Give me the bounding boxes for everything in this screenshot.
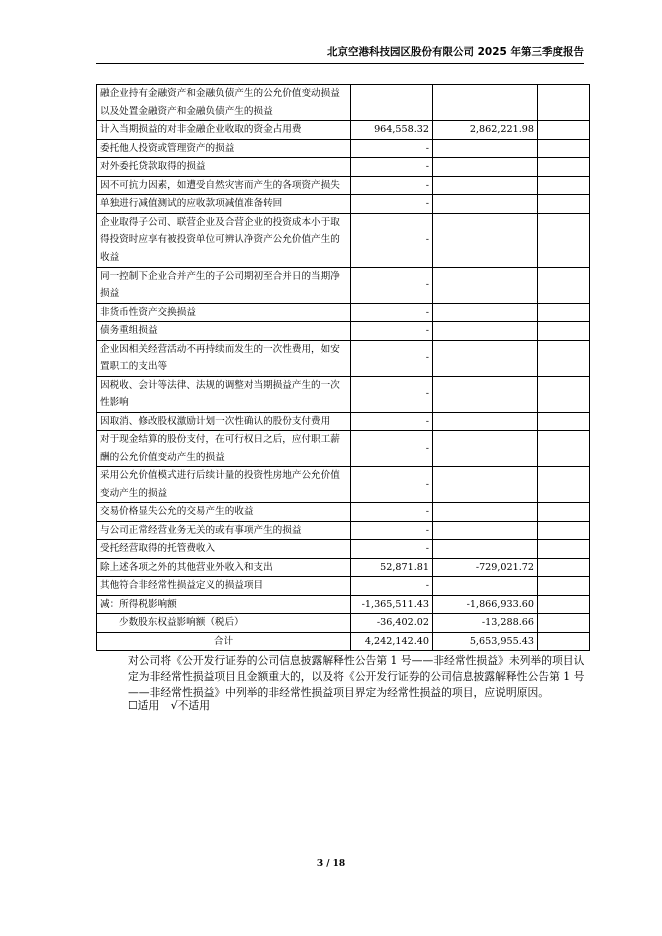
row-label: 少数股东权益影响额（税后） (97, 614, 351, 633)
table-row (97, 467, 590, 503)
row-label: 与公司正常经营业务无关的或有事项产生的损益 (97, 521, 351, 540)
row-value-v1: - (351, 431, 433, 467)
row-label: 因税收、会计等法律、法规的调整对当期损益产生的一次性影响 (97, 376, 351, 412)
row-value-v3 (538, 195, 590, 214)
table-row (97, 412, 590, 431)
row-value-v3 (538, 376, 590, 412)
row-value-v1: - (351, 467, 433, 503)
row-value-v2 (433, 322, 538, 341)
row-label: 其他符合非经常性损益定义的损益项目 (97, 577, 351, 596)
row-value-v2 (433, 376, 538, 412)
row-label: 采用公允价值模式进行后续计量的投资性房地产公允价值变动产生的损益 (97, 467, 351, 503)
row-value-v2 (433, 540, 538, 559)
table-row (97, 158, 590, 177)
row-value-v1: 4,242,142.40 (351, 632, 433, 651)
table-row (97, 521, 590, 540)
row-value-v3 (538, 577, 590, 596)
table-row (97, 213, 590, 267)
row-value-v1: - (351, 340, 433, 376)
row-value-v1: - (351, 158, 433, 177)
row-value-v3 (538, 503, 590, 522)
row-label: 非货币性资产交换损益 (97, 303, 351, 322)
row-value-v1: - (351, 540, 433, 559)
row-value-v1: - (351, 412, 433, 431)
table-body (97, 85, 590, 651)
table-row (97, 558, 590, 577)
row-label: 除上述各项之外的其他营业外收入和支出 (97, 558, 351, 577)
row-label: 因不可抗力因素，如遭受自然灾害而产生的各项资产损失 (97, 176, 351, 195)
row-label: 合计 (97, 632, 351, 651)
row-value-v1: - (351, 176, 433, 195)
row-value-v3 (538, 595, 590, 614)
row-value-v2 (433, 213, 538, 267)
page-number: 3 / 18 (316, 859, 346, 869)
row-value-v3 (538, 303, 590, 322)
row-value-v2 (433, 139, 538, 158)
row-value-v3 (538, 614, 590, 633)
row-label: 计入当期损益的对非金融企业收取的资金占用费 (97, 121, 351, 140)
table-row (97, 176, 590, 195)
row-value-v3 (538, 558, 590, 577)
row-value-v1: - (351, 139, 433, 158)
row-value-v1: - (351, 376, 433, 412)
row-value-v2 (433, 267, 538, 303)
row-label: 受托经营取得的托管费收入 (97, 540, 351, 559)
row-value-v1: - (351, 521, 433, 540)
row-value-v1: - (351, 577, 433, 596)
row-label: 单独进行减值测试的应收款项减值准备转回 (97, 195, 351, 214)
row-value-v2 (433, 467, 538, 503)
row-value-v2 (433, 158, 538, 177)
row-value-v1: - (351, 303, 433, 322)
row-value-v3 (538, 322, 590, 341)
row-label: 同一控制下企业合并产生的子公司期初至合并日的当期净损益 (97, 267, 351, 303)
row-label: 减：所得税影响额 (97, 595, 351, 614)
row-value-v3 (538, 213, 590, 267)
row-label: 企业因相关经营活动不再持续而发生的一次性费用，如安置职工的支出等 (97, 340, 351, 376)
table-row (97, 340, 590, 376)
table-row (97, 121, 590, 140)
table-row (97, 267, 590, 303)
table-row (97, 503, 590, 522)
table-row (97, 85, 590, 121)
row-label: 对外委托贷款取得的损益 (97, 158, 351, 177)
row-value-v3 (538, 85, 590, 121)
row-value-v3 (538, 139, 590, 158)
table-row (97, 540, 590, 559)
table-row (97, 376, 590, 412)
row-value-v2 (433, 577, 538, 596)
row-value-v2 (433, 195, 538, 214)
row-value-v2 (433, 85, 538, 121)
row-value-v2: -729,021.72 (433, 558, 538, 577)
table-row (97, 195, 590, 214)
row-value-v2: 5,653,955.43 (433, 632, 538, 651)
row-value-v2: 2,862,221.98 (433, 121, 538, 140)
row-value-v3 (538, 412, 590, 431)
row-value-v2 (433, 431, 538, 467)
option-applicable[interactable]: ☐适用 (128, 699, 160, 712)
table-row (97, 431, 590, 467)
row-value-v2 (433, 521, 538, 540)
non-recurring-items-table (96, 84, 590, 651)
row-value-v3 (538, 340, 590, 376)
row-label: 因取消、修改股权激励计划一次性确认的股份支付费用 (97, 412, 351, 431)
row-label: 企业取得子公司、联营企业及合营企业的投资成本小于取得投资时应享有被投资单位可辨认净资产公允价值产生的收益 (97, 213, 351, 267)
row-value-v2 (433, 303, 538, 322)
row-label: 委托他人投资或管理资产的损益 (97, 139, 351, 158)
row-value-v2 (433, 176, 538, 195)
row-label: 对于现金结算的股份支付，在可行权日之后，应付职工薪酬的公允价值变动产生的损益 (97, 431, 351, 467)
row-value-v3 (538, 267, 590, 303)
applicability-options (128, 698, 218, 714)
table-row (97, 322, 590, 341)
explanation-note (128, 653, 594, 701)
row-value-v3 (538, 176, 590, 195)
row-value-v2: -1,866,933.60 (433, 595, 538, 614)
report-header: 北京空港科技园区股份有限公司 2025 年第三季度报告 (96, 44, 584, 64)
row-value-v2: -13,288.66 (433, 614, 538, 633)
row-value-v1: - (351, 213, 433, 267)
row-value-v1: - (351, 195, 433, 214)
row-value-v1: - (351, 267, 433, 303)
row-value-v1: - (351, 503, 433, 522)
row-value-v1 (351, 85, 433, 121)
row-label: 融企业持有金融资产和金融负债产生的公允价值变动损益以及处置金融资产和金融负债产生的损益 (97, 85, 351, 121)
row-value-v1: 52,871.81 (351, 558, 433, 577)
row-value-v1: - (351, 322, 433, 341)
row-value-v2 (433, 503, 538, 522)
row-label: 交易价格显失公允的交易产生的收益 (97, 503, 351, 522)
row-value-v3 (538, 540, 590, 559)
row-value-v3 (538, 121, 590, 140)
row-value-v3 (538, 632, 590, 651)
option-not-applicable[interactable]: √不适用 (170, 699, 210, 712)
table-row (97, 577, 590, 596)
table-row (97, 614, 590, 633)
row-value-v1: -1,365,511.43 (351, 595, 433, 614)
row-value-v3 (538, 521, 590, 540)
table-row (97, 595, 590, 614)
note-text: 对公司将《公开发行证券的公司信息披露解释性公告第 1 号——非经常性损益》未列举的项目认定为非经常性损益项目且金额重大的，以及将《公开发行证券的公司信息披露解释性公告第 1 号——非经常性损益》中列举的非经常性损益项目界定为经常性损益的项目，应说明原因。 (128, 654, 585, 699)
row-value-v3 (538, 158, 590, 177)
table-row (97, 632, 590, 651)
row-value-v1: -36,402.02 (351, 614, 433, 633)
row-value-v3 (538, 467, 590, 503)
row-value-v3 (538, 431, 590, 467)
row-value-v2 (433, 412, 538, 431)
table-row (97, 139, 590, 158)
row-value-v2 (433, 340, 538, 376)
row-value-v1: 964,558.32 (351, 121, 433, 140)
table-row (97, 303, 590, 322)
row-label: 债务重组损益 (97, 322, 351, 341)
